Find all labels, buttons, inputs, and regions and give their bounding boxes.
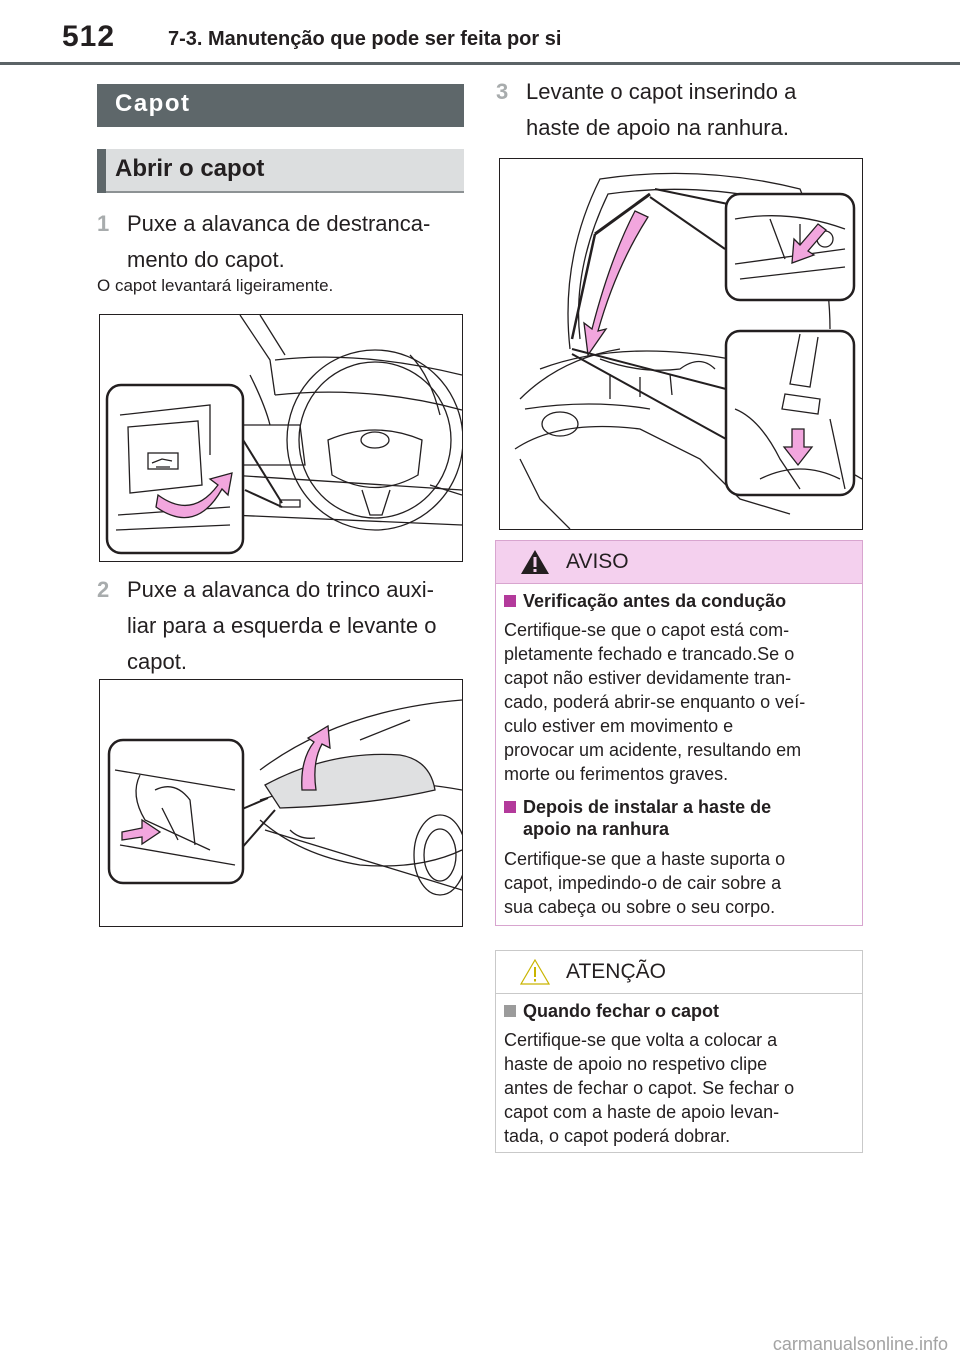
warning-item-heading: Verificação antes da condução <box>504 590 854 612</box>
subsection-bar <box>97 149 106 193</box>
step-text-line: haste de apoio na ranhura. <box>526 115 789 140</box>
caution-item-text: Certifique-se que volta a colocar a haste de apoio no respetivo clipe antes de fechar o capot. Se fechar o capot com a haste de apoio levan- tada, o capot poderá dobrar. <box>504 1030 795 1146</box>
step-text-line: capot. <box>127 649 187 674</box>
caution-item-heading: Quando fechar o capot <box>504 1000 854 1022</box>
step-2 <box>97 572 467 680</box>
warning-item-heading: Depois de instalar a haste de apoio na ranhura <box>504 796 854 840</box>
figure-auxiliary-catch-lever <box>99 679 463 927</box>
step-number: 3 <box>496 79 509 104</box>
step-3 <box>496 74 866 146</box>
dashboard-illustration <box>100 315 462 561</box>
bullet-square <box>504 1005 516 1017</box>
warning-box-header <box>496 541 862 584</box>
page-header <box>0 0 960 66</box>
hood-front-illustration <box>100 680 462 926</box>
subsection-title <box>97 149 464 193</box>
step-text-line: mento do capot. <box>127 247 285 272</box>
warning-box <box>495 540 863 926</box>
figure-support-rod <box>499 158 863 530</box>
section-title: Capot <box>97 84 464 127</box>
figure-hood-release-lever <box>99 314 463 562</box>
bullet-square <box>504 595 516 607</box>
step-text-line: liar para a esquerda e levante o <box>127 613 437 638</box>
step-text-line: Puxe a alavanca do trinco auxi- <box>127 577 434 602</box>
support-rod-illustration <box>500 159 862 529</box>
caution-box-header <box>496 951 862 994</box>
step-text-line: Levante o capot inserindo a <box>526 79 797 104</box>
caution-box <box>495 950 863 1153</box>
caution-title: ATENÇÃO <box>566 960 666 983</box>
bullet-square <box>504 801 516 813</box>
warning-title: AVISO <box>566 550 629 573</box>
warning-triangle-icon <box>520 549 550 575</box>
step-1-note: O capot levantará ligeiramente. <box>97 276 334 295</box>
step-text-line: Puxe a alavanca de destranca- <box>127 211 431 236</box>
warning-item-text: Certifique-se que o capot está com- pletamente fechado e trancado.Se o capot não estiver devidamente tran- cado, poderá abrir-se enquanto o veí- culo estiver em movimento e provocar um acidente, resultando em morte ou ferimentos graves. <box>504 620 806 784</box>
warning-item-text: Certifique-se que a haste suporta o capot, impedindo-o de cair sobre a sua cabeça ou sobre o seu corpo. <box>504 849 786 917</box>
caution-triangle-icon <box>520 959 550 985</box>
chapter-title: 7-3. Manutenção que pode ser feita por si <box>168 28 562 50</box>
step-1 <box>97 206 467 278</box>
page-number: 512 <box>62 20 116 53</box>
subsection-title-text: Abrir o capot <box>115 155 265 182</box>
watermark: carmanualsonline.info <box>772 1334 948 1354</box>
step-number: 2 <box>97 577 110 602</box>
header-rule <box>0 62 960 65</box>
step-number: 1 <box>97 211 110 236</box>
